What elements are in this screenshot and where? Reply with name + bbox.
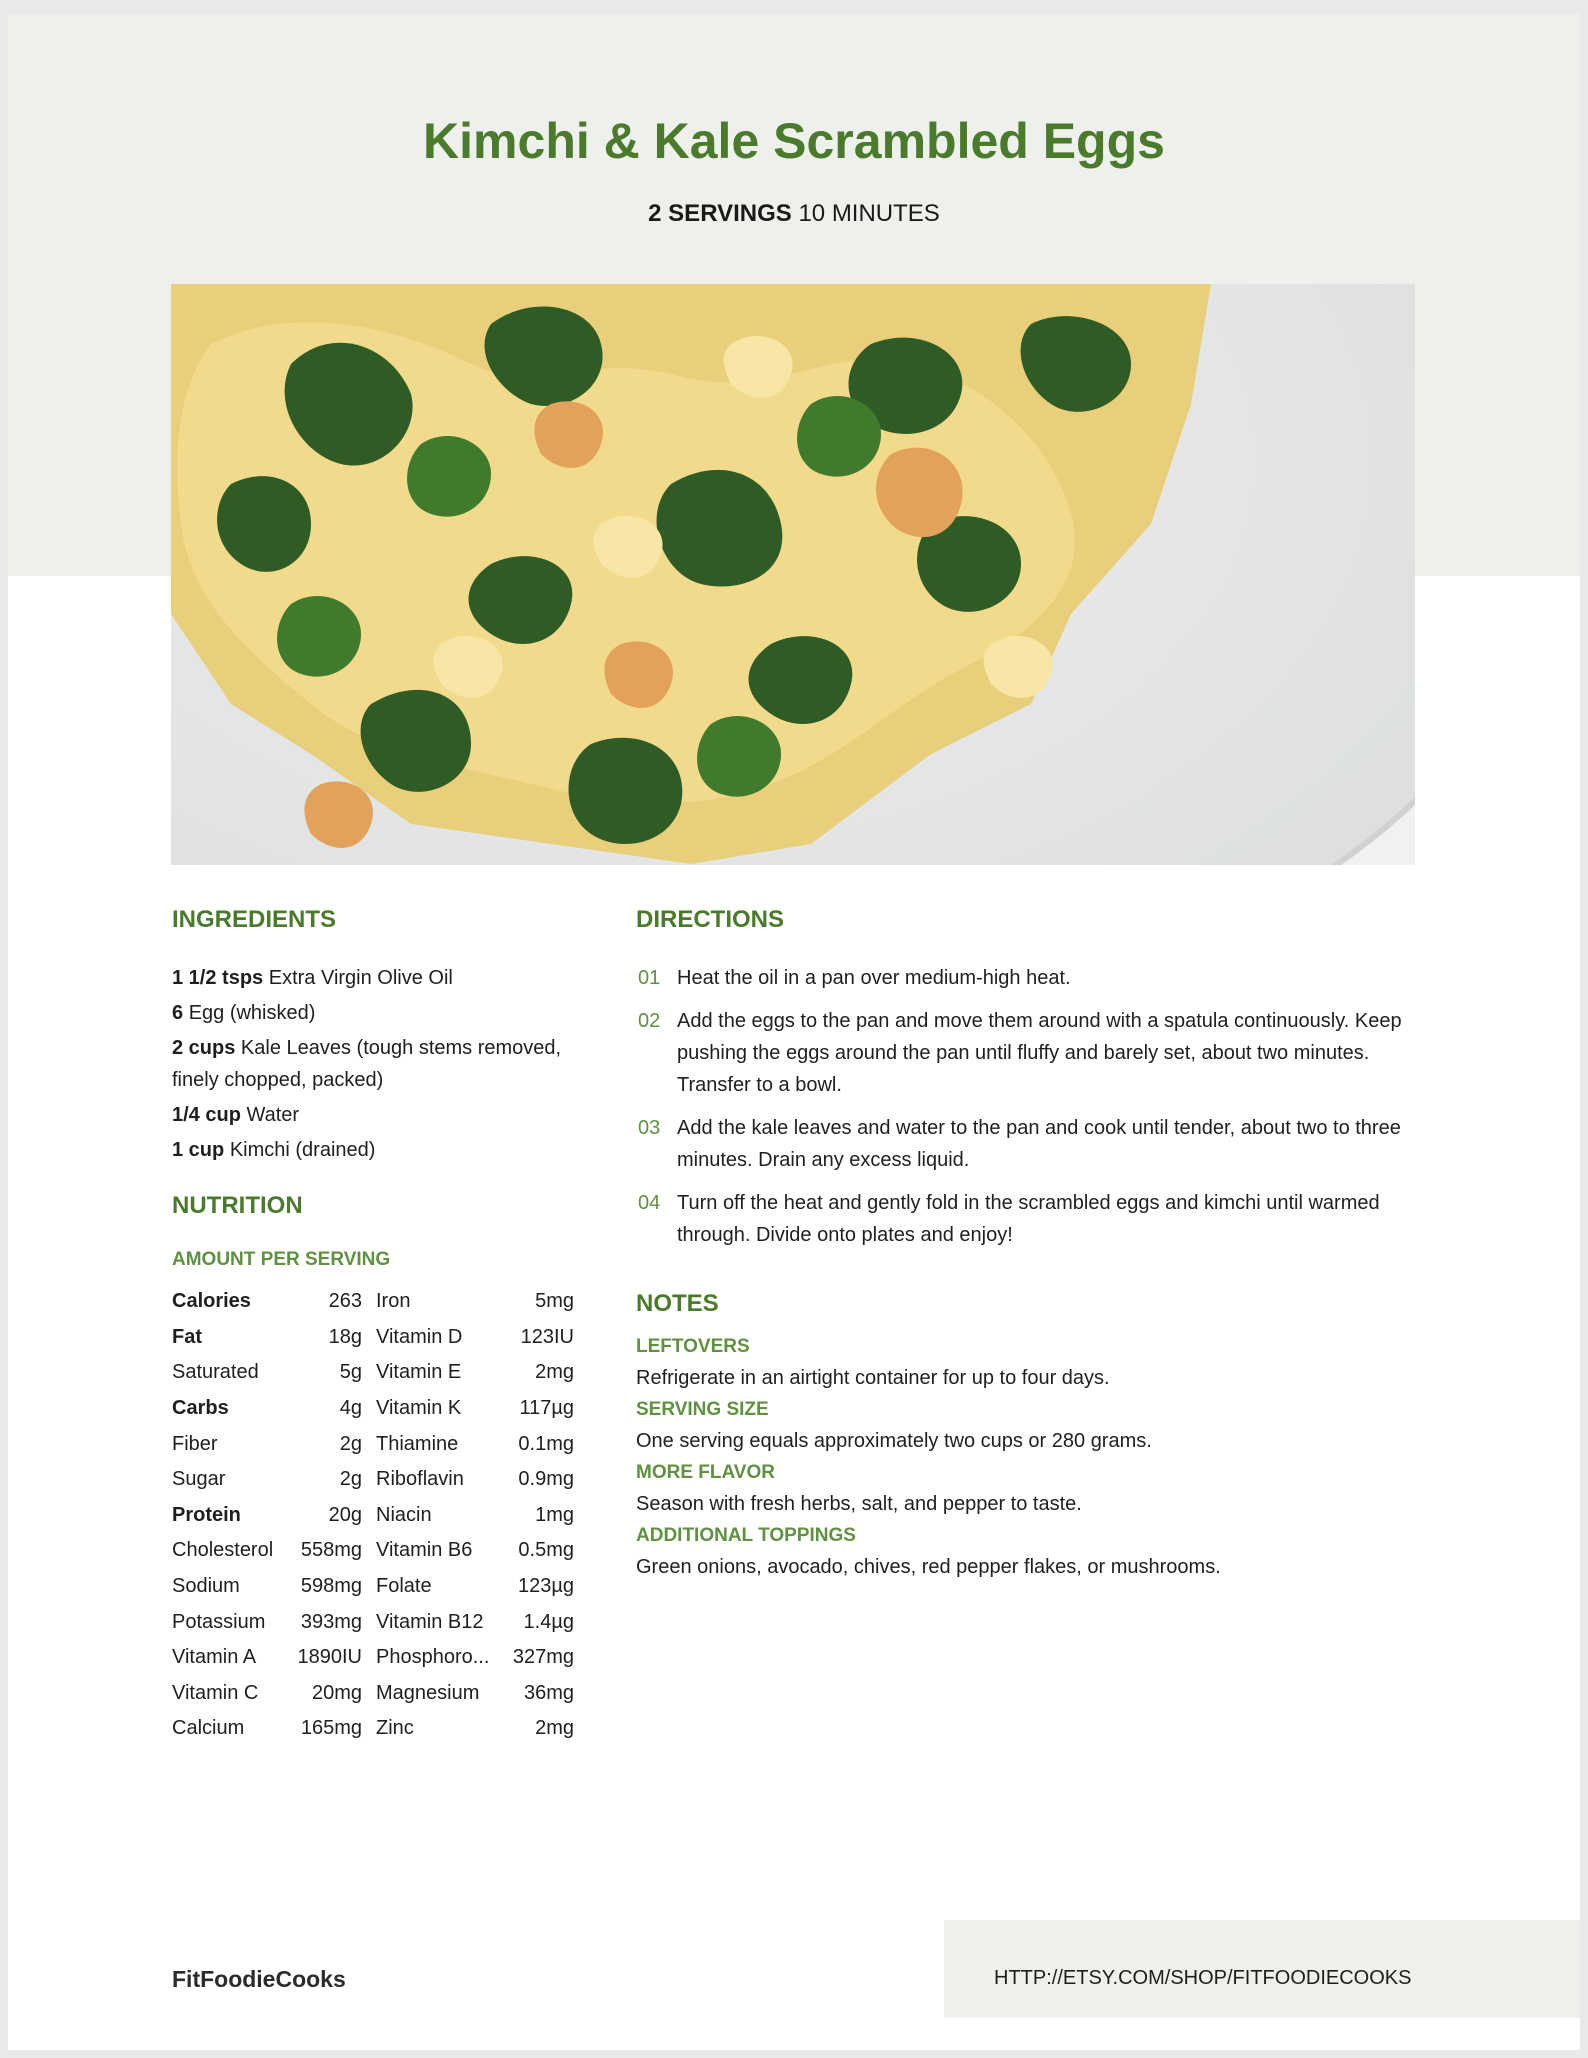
note-text: Refrigerate in an airtight container for up to four days. xyxy=(636,1367,1110,1389)
nutrient-name: Saturated xyxy=(172,1361,259,1384)
nutrient-name: Magnesium xyxy=(376,1681,480,1704)
nutrient-value: 1890IU xyxy=(297,1646,362,1669)
nutrient-value: 2mg xyxy=(535,1361,574,1384)
nutrient-value: 1.4µg xyxy=(523,1610,574,1633)
nutrient-value: 20mg xyxy=(311,1681,362,1704)
ingredient-text: Egg (whisked) xyxy=(188,1002,316,1024)
nutrient-name: Iron xyxy=(376,1290,411,1313)
nutrient-name: Niacin xyxy=(376,1503,432,1526)
table-row xyxy=(172,1533,574,1569)
nutrient-name: Phosphoro... xyxy=(376,1646,490,1669)
nutrient-name: Vitamin E xyxy=(376,1361,462,1384)
ingredient-text: Kale Leaves (tough stems removed, finely chopped, packed) xyxy=(172,1037,562,1091)
nutrient-name: Vitamin C xyxy=(172,1681,259,1704)
nutrient-name: Sugar xyxy=(172,1468,226,1491)
ingredient-text: Water xyxy=(246,1104,300,1126)
step-text: Turn off the heat and gently fold in the scrambled eggs and kimchi until warmed through. Divide onto plates and enjoy! xyxy=(677,1192,1380,1246)
nutrient-value: 2mg xyxy=(535,1717,574,1740)
nutrient-name: Vitamin B12 xyxy=(376,1610,484,1633)
nutrient-value: 2g xyxy=(339,1432,362,1455)
table-row xyxy=(172,1569,574,1605)
nutrient-value: 20g xyxy=(328,1503,362,1526)
table-row xyxy=(172,1711,574,1747)
ingredient-item xyxy=(172,962,572,994)
table-row xyxy=(172,1426,574,1462)
scrambled-eggs-image xyxy=(171,284,1415,865)
step-number: 03 xyxy=(638,1117,661,1139)
nutrient-name: Potassium xyxy=(172,1610,266,1633)
shop-link[interactable]: HTTP://ETSY.COM/SHOP/FITFOODIECOOKS xyxy=(994,1967,1412,1989)
note-label: MORE FLAVOR xyxy=(636,1462,775,1483)
nutrient-value: 0.9mg xyxy=(518,1468,574,1491)
brand-name: FitFoodieCooks xyxy=(172,1966,346,1992)
nutrient-value: 0.5mg xyxy=(518,1539,574,1562)
note-text: One serving equals approximately two cups or 280 grams. xyxy=(636,1430,1152,1452)
nutrition-subheading: AMOUNT PER SERVING xyxy=(172,1249,391,1270)
nutrient-name: Cholesterol xyxy=(172,1539,274,1562)
direction-step xyxy=(636,1005,1416,1101)
table-row xyxy=(172,1284,574,1320)
note-label: ADDITIONAL TOPPINGS xyxy=(636,1525,856,1546)
nutrient-value: 117µg xyxy=(519,1397,574,1420)
ingredient-item xyxy=(172,997,572,1029)
table-row xyxy=(172,1355,574,1391)
nutrition-table xyxy=(172,1284,574,1747)
recipe-photo xyxy=(171,284,1415,865)
nutrient-value: 393mg xyxy=(300,1610,362,1633)
direction-step xyxy=(636,1112,1416,1176)
ingredient-qty: 1/4 cup xyxy=(172,1104,241,1126)
recipe-page xyxy=(8,14,1580,2050)
table-row xyxy=(172,1320,574,1356)
nutrient-name: Folate xyxy=(376,1575,432,1598)
ingredients-list xyxy=(172,962,572,1169)
note-label: LEFTOVERS xyxy=(636,1336,750,1357)
ingredient-text: Extra Virgin Olive Oil xyxy=(268,967,453,989)
notes-heading: NOTES xyxy=(636,1290,719,1317)
step-number: 01 xyxy=(638,967,661,989)
ingredient-qty: 1 cup xyxy=(172,1139,225,1161)
table-row xyxy=(172,1391,574,1427)
step-number: 02 xyxy=(638,1010,661,1032)
direction-step xyxy=(636,962,1416,994)
nutrient-value: 263 xyxy=(328,1290,362,1313)
nutrient-name: Calories xyxy=(172,1290,251,1313)
nutrient-value: 598mg xyxy=(300,1575,362,1598)
step-text: Heat the oil in a pan over medium-high heat. xyxy=(677,967,1071,989)
ingredient-item xyxy=(172,1099,572,1131)
step-text: Add the kale leaves and water to the pan and cook until tender, about two to three minutes. Drain any excess liquid. xyxy=(677,1117,1401,1171)
nutrient-name: Sodium xyxy=(172,1575,240,1598)
nutrient-value: 558mg xyxy=(300,1539,362,1562)
note-text: Green onions, avocado, chives, red pepper flakes, or mushrooms. xyxy=(636,1556,1221,1578)
nutrient-name: Riboflavin xyxy=(376,1468,464,1491)
direction-step xyxy=(636,1187,1416,1251)
table-row xyxy=(172,1498,574,1534)
nutrient-value: 2g xyxy=(339,1468,362,1491)
ingredients-heading: INGREDIENTS xyxy=(172,906,337,933)
nutrient-name: Fat xyxy=(172,1325,202,1348)
nutrition-heading: NUTRITION xyxy=(172,1192,303,1219)
table-row xyxy=(172,1462,574,1498)
servings-label: 2 SERVINGS xyxy=(648,200,792,227)
nutrient-value: 0.1mg xyxy=(518,1432,574,1455)
note-label: SERVING SIZE xyxy=(636,1399,769,1420)
ingredient-qty: 6 xyxy=(172,1002,184,1024)
ingredient-qty: 1 1/2 tsps xyxy=(172,967,264,989)
table-row xyxy=(172,1640,574,1676)
footer-url-box xyxy=(944,1920,1580,2018)
nutrient-name: Vitamin K xyxy=(376,1397,462,1420)
directions-heading: DIRECTIONS xyxy=(636,906,785,933)
directions-list xyxy=(636,962,1416,1262)
nutrient-name: Vitamin A xyxy=(172,1646,257,1669)
nutrient-name: Fiber xyxy=(172,1432,218,1455)
nutrient-value: 5g xyxy=(339,1361,362,1384)
ingredient-text: Kimchi (drained) xyxy=(229,1139,376,1161)
nutrient-name: Carbs xyxy=(172,1397,229,1420)
nutrient-name: Calcium xyxy=(172,1717,245,1740)
nutrient-value: 123µg xyxy=(517,1575,574,1598)
step-number: 04 xyxy=(638,1192,661,1214)
nutrient-name: Protein xyxy=(172,1503,241,1526)
nutrient-value: 36mg xyxy=(523,1681,574,1704)
table-row xyxy=(172,1604,574,1640)
recipe-title: Kimchi & Kale Scrambled Eggs xyxy=(423,113,1165,169)
table-row xyxy=(172,1676,574,1712)
nutrient-value: 5mg xyxy=(535,1290,574,1313)
nutrient-name: Thiamine xyxy=(376,1432,459,1455)
time-label: 10 MINUTES xyxy=(798,200,940,227)
ingredient-item xyxy=(172,1032,572,1096)
nutrient-name: Vitamin B6 xyxy=(376,1539,473,1562)
nutrient-value: 165mg xyxy=(300,1717,362,1740)
nutrient-value: 18g xyxy=(328,1325,362,1348)
ingredient-qty: 2 cups xyxy=(172,1037,236,1059)
nutrient-value: 4g xyxy=(339,1397,362,1420)
nutrient-name: Vitamin D xyxy=(376,1325,463,1348)
step-text: Add the eggs to the pan and move them around with a spatula continuously. Keep pushing the eggs around the pan until fluffy and barely set, about two minutes. Transfer to a bowl. xyxy=(677,1010,1402,1096)
recipe-meta xyxy=(8,200,1580,228)
note-text: Season with fresh herbs, salt, and pepper to taste. xyxy=(636,1493,1082,1515)
notes-list xyxy=(636,1332,1416,1584)
nutrient-value: 327mg xyxy=(512,1646,574,1669)
ingredient-item xyxy=(172,1134,572,1166)
nutrient-value: 1mg xyxy=(535,1503,574,1526)
nutrient-name: Zinc xyxy=(376,1717,414,1740)
nutrient-value: 123IU xyxy=(520,1325,574,1348)
